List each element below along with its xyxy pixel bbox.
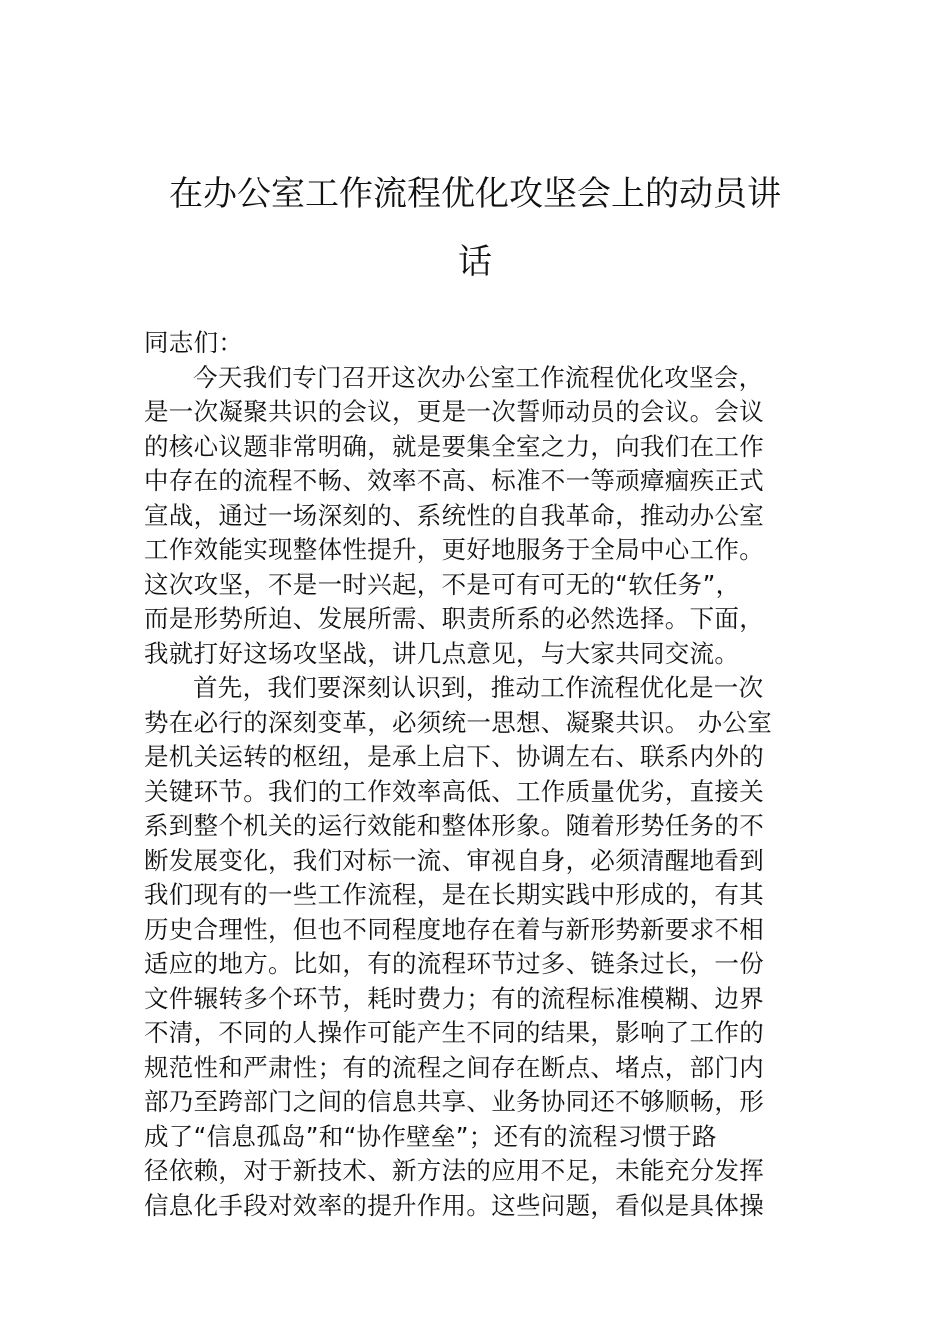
paragraph-2-line: 首先，我们要深刻认识到，推动工作流程优化是一次 bbox=[193, 673, 764, 702]
paragraph-2-line: 我们现有的一些工作流程，是在长期实践中形成的，有其 bbox=[144, 880, 764, 909]
paragraph-1-line: 我就打好这场攻坚战，讲几点意见，与大家共同交流。 bbox=[144, 638, 740, 668]
paragraph-2-line: 是机关运转的枢纽，是承上启下、协调左右、联系内外的 bbox=[144, 742, 764, 771]
paragraph-2-line: 规范性和严肃性；有的流程之间存在断点、堵点，部门内 bbox=[144, 1052, 764, 1082]
paragraph-1-line: 而是形势所迫、发展所需、职责所系的必然选择。下面， bbox=[144, 604, 764, 633]
paragraph-1-line: 工作效能实现整体性提升，更好地服务于全局中心工作。 bbox=[144, 535, 764, 564]
paragraph-2-line: 文件辗转多个环节，耗时费力；有的流程标准模糊、边界 bbox=[144, 983, 764, 1013]
paragraph-2-line: 成了“信息孤岛”和“协作壁垒”；还有的流程习惯于路 bbox=[144, 1121, 717, 1151]
paragraph-1-line: 中存在的流程不畅、效率不高、标准不一等顽瘴痼疾正式 bbox=[144, 466, 764, 495]
paragraph-2-line: 断发展变化，我们对标一流、审视自身，必须清醒地看到 bbox=[144, 845, 764, 875]
paragraph-2-line: 关键环节。我们的工作效率高低、工作质量优劣，直接关 bbox=[144, 776, 764, 806]
paragraph-1-line: 宣战，通过一场深刻的、系统性的自我革命，推动办公室 bbox=[144, 500, 764, 530]
paragraph-2-line: 系到整个机关的运行效能和整体形象。随着形势任务的不 bbox=[144, 811, 764, 840]
paragraph-1-line: 这次攻坚，不是一时兴起，不是可有可无的“软任务”， bbox=[144, 569, 741, 599]
paragraph-2-line: 历史合理性，但也不同程度地存在着与新形势新要求不相 bbox=[144, 914, 764, 944]
salutation: 同志们： bbox=[144, 328, 244, 357]
document-body bbox=[144, 326, 808, 1223]
paragraph-2-line: 适应的地方。比如，有的流程环节过多、链条过长，一份 bbox=[144, 949, 764, 978]
paragraph-1-line: 的核心议题非常明确，就是要集全室之力，向我们在工作 bbox=[144, 431, 764, 461]
paragraph-2-line: 不清，不同的人操作可能产生不同的结果，影响了工作的 bbox=[144, 1018, 764, 1047]
document-title bbox=[140, 160, 810, 296]
paragraph-2-line: 信息化手段对效率的提升作用。这些问题，看似是具体操 bbox=[144, 1190, 764, 1220]
paragraph-1-line: 今天我们专门召开这次办公室工作流程优化攻坚会， bbox=[193, 362, 764, 392]
title-line-2: 话 bbox=[458, 242, 492, 282]
paragraph-1-line: 是一次凝聚共识的会议，更是一次誓师动员的会议。会议 bbox=[144, 397, 764, 426]
paragraph-2-line: 部乃至跨部门之间的信息共享、业务协同还不够顺畅，形 bbox=[144, 1087, 764, 1116]
title-line-1: 在办公室工作流程优化攻坚会上的动员讲 bbox=[169, 174, 781, 214]
paragraph-2-line: 径依赖，对于新技术、新方法的应用不足，未能充分发挥 bbox=[144, 1156, 764, 1185]
paragraph-2-line: 势在必行的深刻变革，必须统一思想、凝聚共识。 办公室 bbox=[144, 707, 773, 737]
